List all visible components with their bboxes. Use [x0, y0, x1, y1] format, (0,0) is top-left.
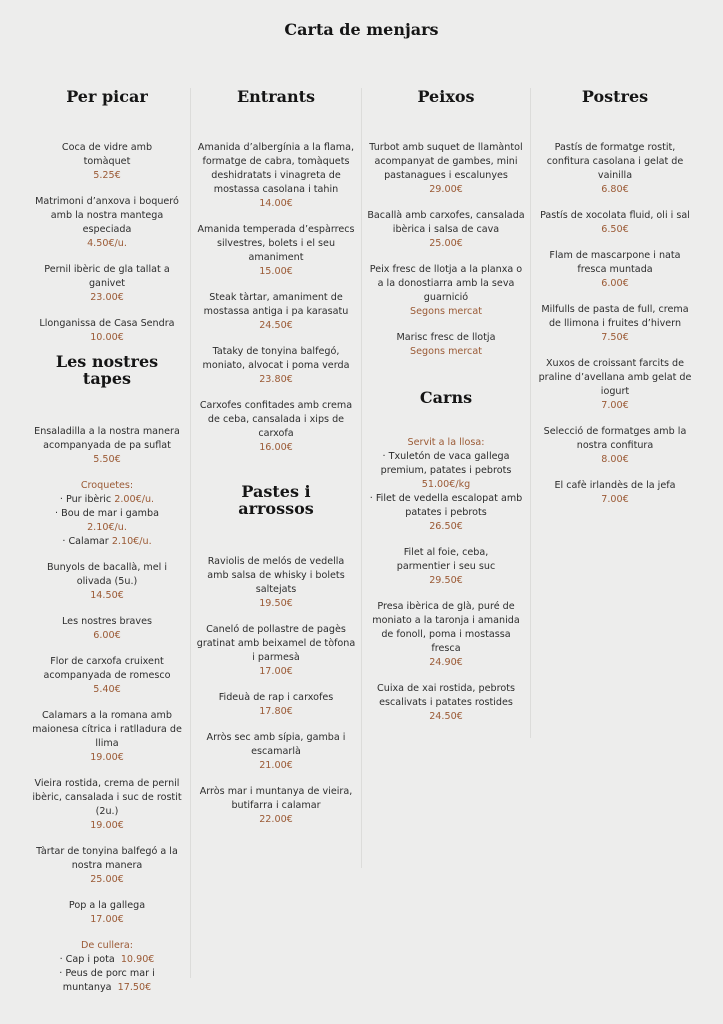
page-title: Carta de menjars: [284, 20, 439, 39]
dish-name: Arròs sec amb sípia, gamba i escamarlà: [206, 732, 346, 757]
dish-name: Bacallà amb carxofes, cansalada ibèrica i salsa de cava: [367, 210, 525, 235]
menu-item: [196, 291, 356, 333]
dish-price: 7.00€: [601, 494, 629, 505]
dish-name: Milfulls de pasta de full, crema de llimona i fruites d’hivern: [541, 304, 689, 329]
dish-price: 19.50€: [259, 598, 293, 609]
menu-item: [27, 655, 187, 697]
carns-list: [366, 436, 526, 724]
dish-name: Marisc fresc de llotja: [396, 332, 496, 343]
menu-item: [366, 600, 526, 670]
dish-price: 6.00€: [601, 278, 629, 289]
dish-price: 19.00€: [90, 820, 124, 831]
dish-price: 26.50€: [429, 521, 463, 532]
section-title-entrants: Entrants: [236, 87, 316, 106]
dish-price: 5.40€: [93, 684, 121, 695]
dish-price: 6.80€: [601, 184, 629, 195]
dish-name: Pernil ibèric de gla tallat a ganivet: [44, 264, 170, 289]
dish-price: 2.10€/u.: [111, 536, 152, 547]
menu-item: [366, 141, 526, 197]
section-title-carns: Carns: [419, 388, 473, 407]
menu-item: [366, 209, 526, 251]
dish-name: Ensaladilla a la nostra manera acompanyada de pa suflat: [34, 426, 180, 451]
column-postres: [535, 88, 695, 519]
dish-name: El cafè irlandès de la jefa: [554, 480, 676, 491]
menu-item: [196, 691, 356, 719]
dish-name: Pastís de formatge rostit, confitura casolana i gelat de vainilla: [546, 142, 684, 181]
menu-item: [196, 731, 356, 773]
menu-item: [196, 223, 356, 279]
dish-price: 6.00€: [93, 630, 121, 641]
dish-price: 17.80€: [259, 706, 293, 717]
dish-price: 7.50€: [601, 332, 629, 343]
dish-price: 16.00€: [259, 442, 293, 453]
menu-item: [27, 141, 187, 183]
dish-name: · Filet de vedella escalopat amb patates i pebrots: [369, 493, 523, 518]
dish-price: 10.90€: [120, 954, 155, 965]
dish-name: Matrimoni d’anxova i boqueró amb la nostra mantega especiada: [35, 196, 179, 235]
dish-name: Flor de carxofa cruixent acompanyada de romesco: [43, 656, 171, 681]
dish-price: 29.50€: [429, 575, 463, 586]
menu-item: [27, 263, 187, 305]
dish-price: 2.10€/u.: [87, 522, 127, 533]
menu-item: [27, 425, 187, 467]
dish-name: Raviolis de melós de vedella amb salsa de whisky i bolets saltejats: [207, 556, 345, 595]
dish-price: 7.00€: [601, 400, 629, 411]
dish-price: 29.00€: [429, 184, 463, 195]
menu-item: [27, 195, 187, 251]
section-title-peixos: Peixos: [417, 87, 475, 106]
menu-item: [366, 546, 526, 588]
dish-name: Tàrtar de tonyina balfegó a la nostra manera: [36, 846, 178, 871]
dish-price: Segons mercat: [410, 306, 482, 317]
dish-name: Bunyols de bacallà, mel i olivada (5u.): [46, 562, 168, 587]
dish-name: Flam de mascarpone i nata fresca muntada: [549, 250, 681, 275]
dish-name: · Pur ibèric: [59, 494, 112, 505]
dish-name: Caneló de pollastre de pagès gratinat amb beixamel de tòfona i parmesà: [196, 624, 356, 663]
menu-item: [196, 345, 356, 387]
menu-item: [27, 317, 187, 345]
cullera-line: [27, 967, 187, 995]
menu-item: [366, 331, 526, 359]
dish-name: · Peus de porc mar i muntanya: [59, 968, 155, 993]
dish-name: Calamars a la romana amb maionesa cítrica i ratlladura de llima: [32, 710, 182, 749]
dish-price: 5.50€: [93, 454, 121, 465]
dish-name: Cuixa de xai rostida, pebrots escalivats i patates rostides: [377, 683, 515, 708]
dish-price: 24.50€: [429, 711, 463, 722]
section-title-per-picar: Per picar: [66, 87, 148, 106]
dish-name: Tataky de tonyina balfegó, moniato, alvocat i poma verda: [202, 346, 350, 371]
dish-name: Amanida d’albergínia a la flama, formatge de cabra, tomàquets deshidratats i vinagreta de mostassa casolana i tahin: [197, 142, 355, 195]
dish-price: 17.50€: [117, 982, 152, 993]
column-divider: [361, 88, 362, 868]
dish-name: Selecció de formatges amb la nostra confitura: [543, 426, 687, 451]
dish-price: 6.50€: [601, 224, 629, 235]
dish-price: 19.00€: [90, 752, 124, 763]
menu-item: [196, 555, 356, 611]
menu-item: [27, 845, 187, 887]
dish-price: 10.00€: [90, 332, 124, 343]
column-divider: [190, 88, 191, 978]
dish-name: Presa ibèrica de glà, puré de moniato a la taronja i amanida de fonoll, poma i mostassa fresca: [372, 601, 520, 654]
dish-name: Steak tàrtar, amaniment de mostassa antiga i pa karasatu: [203, 292, 349, 317]
dish-price: 25.00€: [90, 874, 124, 885]
column-per-picar: [27, 88, 187, 1007]
dish-name: Turbot amb suquet de llamàntol acompanyat de gambes, mini pastanagues i escalunyes: [369, 142, 523, 181]
menu-item: [535, 357, 695, 413]
menu-item: [535, 141, 695, 197]
dish-price: 21.00€: [259, 760, 293, 771]
cullera-group: [27, 939, 187, 995]
menu-item: [366, 682, 526, 724]
menu-item: [196, 141, 356, 211]
menu-item: [196, 399, 356, 455]
peixos-list: [366, 141, 526, 359]
menu-item: [535, 425, 695, 467]
postres-list: [535, 141, 695, 507]
dish-price: 8.00€: [601, 454, 629, 465]
column-entrants: [196, 88, 356, 839]
dish-name: · Txuletón de vaca gallega premium, patates i pebrots: [380, 451, 512, 476]
dish-price: 5.25€: [93, 170, 121, 181]
dish-price: 25.00€: [429, 238, 463, 249]
dish-price: 4.50€/u.: [87, 238, 127, 249]
dish-name: Fideuà de rap i carxofes: [218, 692, 334, 703]
croquetes-line: [27, 507, 187, 535]
section-title-postres: Postres: [581, 87, 649, 106]
menu-item: [535, 303, 695, 345]
dish-price: 17.00€: [259, 666, 293, 677]
croquetes-line: [27, 535, 187, 549]
dish-name: Vieira rostida, crema de pernil ibèric, cansalada i suc de rostit (2u.): [32, 778, 182, 817]
dish-price: 17.00€: [90, 914, 124, 925]
dish-name: Arròs mar i muntanya de vieira, butifarra i calamar: [199, 786, 353, 811]
menu-item: [27, 899, 187, 927]
dish-name: Xuxos de croissant farcits de praline d’avellana amb gelat de iogurt: [538, 358, 692, 397]
dish-price: 23.80€: [259, 374, 293, 385]
llosa-label: Servit a la llosa:: [407, 437, 485, 448]
dish-price: 24.90€: [429, 657, 463, 668]
dish-name: Filet al foie, ceba, parmentier i seu suc: [396, 547, 496, 572]
menu-item: [535, 249, 695, 291]
per-picar-list: [27, 141, 187, 345]
dish-price: 2.00€/u.: [114, 494, 155, 505]
dish-name: · Cap i pota: [59, 954, 115, 965]
croquetes-label: Croquetes:: [80, 480, 134, 491]
dish-price: 22.00€: [259, 814, 293, 825]
dish-price: 23.00€: [90, 292, 124, 303]
dish-name: Les nostres braves: [61, 616, 152, 627]
menu-item: [535, 209, 695, 237]
dish-name: Coca de vidre amb tomàquet: [61, 142, 153, 167]
croquetes-group: [27, 479, 187, 549]
dish-name: · Calamar: [62, 536, 109, 547]
dish-price: Segons mercat: [410, 346, 482, 357]
dish-name: Pop a la gallega: [68, 900, 146, 911]
menu-item: [366, 263, 526, 319]
menu-item: [27, 561, 187, 603]
dish-price: 15.00€: [259, 266, 293, 277]
llosa-group: [366, 436, 526, 534]
dish-price: 24.50€: [259, 320, 293, 331]
column-divider: [530, 88, 531, 738]
dish-name: Pastís de xocolata fluid, oli i sal: [540, 210, 690, 221]
cullera-line: [27, 953, 187, 967]
menu-item: [27, 709, 187, 765]
menu-item: [27, 777, 187, 833]
dish-name: · Bou de mar i gamba: [55, 508, 159, 519]
pastes-list: [196, 555, 356, 827]
menu-item: [535, 479, 695, 507]
dish-price: 51.00€/kg: [421, 479, 471, 490]
section-title-pastes: Pastes i arrossos: [238, 482, 314, 518]
tapes-list: [27, 425, 187, 995]
entrants-list: [196, 141, 356, 455]
dish-name: Llonganissa de Casa Sendra: [39, 318, 175, 329]
dish-name: Amanida temperada d’espàrrecs silvestres, bolets i el seu amaniment: [197, 224, 355, 263]
cullera-label: De cullera:: [81, 940, 133, 951]
dish-name: Carxofes confitades amb crema de ceba, cansalada i xips de carxofa: [199, 400, 353, 439]
column-peixos: [366, 88, 526, 736]
section-title-tapes: Les nostres tapes: [55, 352, 159, 388]
menu-item: [27, 615, 187, 643]
dish-name: Peix fresc de llotja a la planxa o a la donostiarra amb la seva guarnició: [369, 264, 523, 303]
menu-item: [196, 785, 356, 827]
dish-price: 14.50€: [90, 590, 124, 601]
croquetes-line: [27, 493, 187, 507]
dish-price: 14.00€: [259, 198, 293, 209]
menu-item: [196, 623, 356, 679]
